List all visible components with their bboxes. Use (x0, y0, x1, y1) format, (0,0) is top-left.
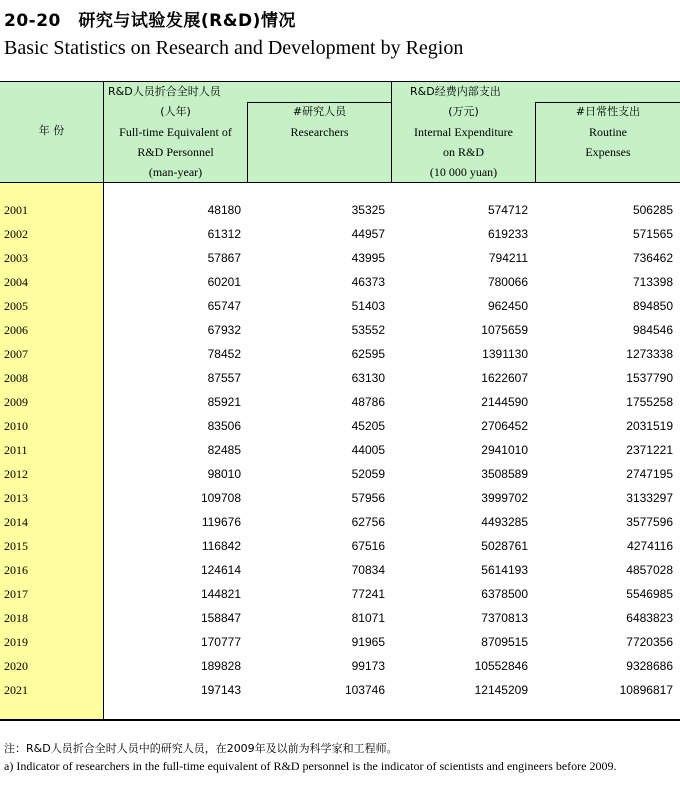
cell-year: 2015 (4, 539, 28, 553)
header-expenditure-en1: Internal Expenditure (414, 125, 513, 139)
cell-routine: 506285 (632, 203, 673, 217)
header-subrule (535, 102, 680, 103)
cell-researchers: 57956 (351, 491, 385, 505)
cell-researchers: 81071 (351, 611, 385, 625)
cell-routine: 2031519 (626, 419, 673, 433)
footnote-cn: 注：R&D人员折合全时人员中的研究人员，在2009年及以前为科学家和工程师。 (4, 742, 398, 755)
cell-researchers: 44957 (351, 227, 385, 241)
table-row (0, 487, 680, 511)
header-subrule (247, 102, 391, 103)
cell-year: 2019 (4, 635, 28, 649)
cell-expenditure: 12145209 (474, 683, 528, 697)
cell-researchers: 67516 (351, 539, 385, 553)
header-divider (391, 82, 392, 182)
cell-year: 2016 (4, 563, 28, 577)
cell-routine: 2747195 (626, 467, 673, 481)
cell-routine: 3577596 (626, 515, 673, 529)
cell-researchers: 63130 (351, 371, 385, 385)
table-row (0, 247, 680, 271)
table-row (0, 463, 680, 487)
cell-expenditure: 2941010 (481, 443, 528, 457)
cell-fte: 85921 (207, 395, 241, 409)
header-expenditure-en2: on R&D (442, 145, 484, 159)
cell-fte: 57867 (207, 251, 241, 265)
header-expenditure (392, 102, 535, 182)
cell-year: 2009 (4, 395, 28, 409)
cell-expenditure: 6378500 (481, 587, 528, 601)
cell-year: 2013 (4, 491, 28, 505)
cell-fte: 189828 (200, 659, 241, 673)
cell-researchers: 70834 (351, 563, 385, 577)
table-row (0, 679, 680, 703)
cell-routine: 713398 (632, 275, 673, 289)
table-bottom-rule (0, 719, 680, 721)
cell-expenditure: 2144590 (481, 395, 528, 409)
header-fte (104, 102, 247, 182)
cell-expenditure: 962450 (487, 299, 528, 313)
header-expenditure-en3: (10 000 yuan) (429, 165, 498, 179)
table-row (0, 631, 680, 655)
table-row (0, 607, 680, 631)
header-fte-en2: R&D Personnel (137, 145, 214, 159)
table-row (0, 271, 680, 295)
cell-routine: 10896817 (619, 683, 673, 697)
cell-routine: 4274116 (627, 539, 673, 553)
table-row (0, 199, 680, 223)
header-routine-en1: Routine (589, 125, 627, 139)
cell-expenditure: 7370813 (481, 611, 528, 625)
cell-expenditure: 10552846 (474, 659, 528, 673)
cell-fte: 144821 (200, 587, 241, 601)
cell-fte: 170777 (200, 635, 241, 649)
table-row (0, 655, 680, 679)
cell-fte: 78452 (207, 347, 241, 361)
cell-fte: 116842 (201, 539, 241, 553)
header-group1-title: R&D人员折合全时人员 (108, 85, 221, 98)
header-researchers-cn: #研究人员 (292, 105, 347, 118)
header-group2-title: R&D经费内部支出 (410, 85, 501, 98)
table-row (0, 343, 680, 367)
cell-fte: 158847 (200, 611, 241, 625)
table-row (0, 295, 680, 319)
cell-year: 2007 (4, 347, 28, 361)
cell-researchers: 48786 (351, 395, 385, 409)
header-researchers-en: Researchers (290, 125, 349, 139)
header-routine (536, 102, 680, 162)
cell-expenditure: 794211 (488, 251, 528, 265)
cell-fte: 65747 (207, 299, 241, 313)
cell-expenditure: 2706452 (481, 419, 528, 433)
header-researchers (248, 102, 391, 142)
cell-researchers: 44005 (351, 443, 385, 457)
header-year: 年 份 (38, 124, 65, 137)
cell-routine: 2371221 (626, 443, 673, 457)
cell-fte: 60201 (207, 275, 241, 289)
cell-expenditure: 1075659 (481, 323, 528, 337)
cell-routine: 7720356 (626, 635, 673, 649)
cell-year: 2002 (4, 227, 28, 241)
header-expenditure-unit: (万元) (448, 105, 479, 118)
table-row (0, 583, 680, 607)
header-routine-cn: #日常性支出 (575, 105, 641, 118)
cell-year: 2012 (4, 467, 28, 481)
header-fte-en1: Full-time Equivalent of (119, 125, 232, 139)
cell-fte: 124614 (200, 563, 241, 577)
cell-year: 2021 (4, 683, 28, 697)
cell-fte: 61312 (207, 227, 241, 241)
cell-researchers: 43995 (351, 251, 385, 265)
table-row (0, 391, 680, 415)
cell-year: 2020 (4, 659, 28, 673)
cell-year: 2003 (4, 251, 28, 265)
cell-expenditure: 5028761 (481, 539, 528, 553)
cell-year: 2001 (4, 203, 28, 217)
cell-researchers: 91965 (351, 635, 385, 649)
header-divider (247, 102, 248, 182)
cell-expenditure: 5614193 (481, 563, 528, 577)
cell-fte: 87557 (207, 371, 241, 385)
cell-expenditure: 1391130 (482, 347, 528, 361)
cell-researchers: 62595 (351, 347, 385, 361)
table-header (0, 82, 680, 183)
cell-expenditure: 8709515 (481, 635, 528, 649)
cell-fte: 48180 (207, 203, 241, 217)
cell-routine: 3133297 (626, 491, 673, 505)
table-row (0, 367, 680, 391)
table-row (0, 415, 680, 439)
cell-routine: 1537790 (626, 371, 673, 385)
cell-fte: 83506 (207, 419, 241, 433)
cell-routine: 1273338 (626, 347, 673, 361)
cell-year: 2018 (4, 611, 28, 625)
cell-expenditure: 1622607 (481, 371, 528, 385)
cell-year: 2014 (4, 515, 28, 529)
header-group1 (104, 82, 247, 102)
header-divider (535, 102, 536, 182)
cell-expenditure: 780066 (487, 275, 528, 289)
cell-year: 2017 (4, 587, 28, 601)
cell-researchers: 51403 (351, 299, 385, 313)
cell-researchers: 45205 (351, 419, 385, 433)
cell-expenditure: 3508589 (481, 467, 528, 481)
cell-researchers: 52059 (351, 467, 385, 481)
table-row (0, 439, 680, 463)
cell-researchers: 77241 (351, 587, 385, 601)
cell-routine: 571565 (632, 227, 673, 241)
footnote-en: a) Indicator of researchers in the full-time equivalent of R&D personnel is the indicator of scientists and engineers before 2009. (4, 759, 617, 773)
cell-fte: 109708 (200, 491, 241, 505)
table-row (0, 223, 680, 247)
cell-expenditure: 4493285 (481, 515, 528, 529)
cell-routine: 6483823 (626, 611, 673, 625)
table-row (0, 559, 680, 583)
cell-fte: 119676 (201, 515, 241, 529)
cell-routine: 984546 (632, 323, 673, 337)
cell-routine: 894850 (632, 299, 673, 313)
page-title-en: Basic Statistics on Research and Development by Region (4, 37, 464, 59)
cell-year: 2004 (4, 275, 28, 289)
cell-routine: 736462 (632, 251, 673, 265)
cell-researchers: 35325 (351, 203, 385, 217)
header-group2 (392, 82, 535, 102)
cell-year: 2006 (4, 323, 28, 337)
cell-routine: 1755258 (626, 395, 673, 409)
cell-researchers: 62756 (351, 515, 385, 529)
table-row (0, 535, 680, 559)
cell-routine: 4857028 (626, 563, 673, 577)
cell-year: 2010 (4, 419, 28, 433)
cell-fte: 67932 (207, 323, 241, 337)
header-divider (103, 82, 104, 182)
cell-routine: 9328686 (626, 659, 673, 673)
cell-researchers: 99173 (351, 659, 385, 673)
cell-fte: 82485 (207, 443, 241, 457)
header-routine-en2: Expenses (585, 145, 631, 159)
cell-year: 2011 (4, 443, 28, 457)
cell-year: 2005 (4, 299, 28, 313)
header-fte-en3: (man-year) (148, 165, 203, 179)
cell-expenditure: 619233 (487, 227, 528, 241)
page-title-cn: 20-20 研究与试验发展(R&D)情况 (4, 11, 296, 31)
cell-fte: 197143 (200, 683, 241, 697)
cell-year: 2008 (4, 371, 28, 385)
cell-researchers: 53552 (351, 323, 385, 337)
cell-expenditure: 574712 (487, 203, 528, 217)
cell-routine: 5546985 (626, 587, 673, 601)
table-row (0, 511, 680, 535)
header-fte-unit: (人年) (160, 105, 191, 118)
cell-expenditure: 3999702 (481, 491, 528, 505)
cell-researchers: 46373 (351, 275, 385, 289)
table-row (0, 319, 680, 343)
cell-researchers: 103746 (344, 683, 385, 697)
cell-fte: 98010 (207, 467, 241, 481)
